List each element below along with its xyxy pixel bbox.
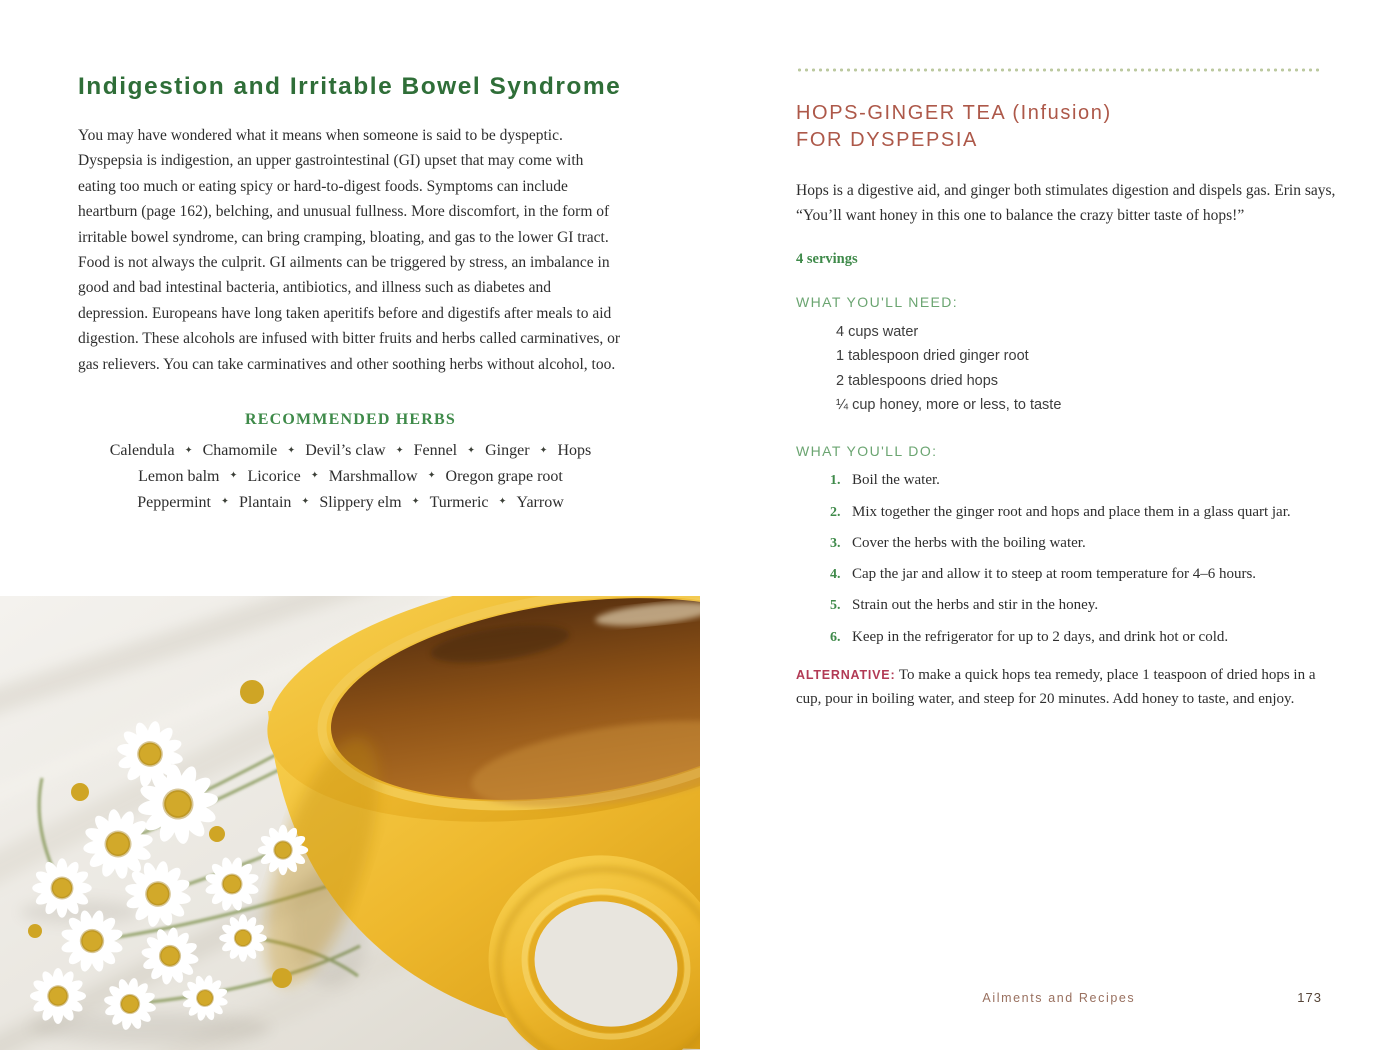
herb-name: Chamomile: [202, 442, 278, 459]
recipe-title: [796, 100, 1336, 154]
steps-list: [796, 469, 1336, 649]
dotted-divider: [796, 68, 1320, 72]
step-text: Keep in the refrigerator for up to 2 days, and drink hot or cold.: [852, 628, 1229, 645]
diamond-separator-icon: ✦: [395, 445, 404, 456]
recipe-title-line1: HOPS-GINGER TEA (Infusion): [796, 102, 1112, 124]
step-number: 4.: [830, 567, 841, 582]
ingredients-list: [796, 320, 1336, 417]
step-item: [830, 594, 1336, 617]
ingredient-item: 1 tablespoon dried ginger root: [836, 348, 1029, 365]
chamomile-tea-photo: [0, 596, 700, 1050]
diamond-separator-icon: ✦: [427, 471, 436, 482]
do-heading: WHAT YOU'LL DO:: [796, 443, 938, 460]
herb-name: Licorice: [247, 467, 301, 485]
herbs-list: [78, 438, 623, 516]
herb-name: Hops: [557, 442, 592, 459]
intro-paragraph: You may have wondered what it means when someone is said to be dyspeptic. Dyspepsia is indigestion, an upper gastrointestinal (GI) upset that may come with eating too much or eating spicy or hard-to-digest foods. Symptoms can include heartburn (page 162), belching, and unusual fullness. More discomfort, in the form of irritable bowel syndrome, can bring cramping, bloating, and gas to the lower GI tract. Food is not always the culprit. GI ailments can be triggered by stress, an imbalance in good and bad intestinal bacteria, antibiotics, and illness such as diabetes and depression. Europeans have long taken aperitifs before and digestifs after meals to aid digestion. These alcohols are infused with bitter fruits and herbs called carminatives, or gas relievers. You can take carminatives and other soothing herbs without alcohol, too.: [78, 126, 621, 373]
herb-name: Fennel: [413, 442, 458, 459]
page-title: Indigestion and Irritable Bowel Syndrome: [78, 73, 622, 100]
diamond-separator-icon: ✦: [539, 445, 548, 456]
herb-name: Plantain: [238, 493, 292, 511]
diamond-separator-icon: ✦: [221, 497, 229, 508]
recommended-herbs-block: [78, 411, 623, 516]
step-number: 5.: [830, 598, 841, 614]
need-heading: WHAT YOU'LL NEED:: [796, 293, 959, 310]
step-number: 6.: [830, 629, 841, 645]
step-number: 1.: [830, 473, 841, 489]
diamond-separator-icon: ✦: [467, 445, 476, 456]
step-text: Cover the herbs with the boiling water.: [852, 534, 1086, 551]
herb-name: Calendula: [109, 442, 175, 459]
herb-name: Turmeric: [429, 493, 489, 511]
step-text: Strain out the herbs and stir in the honey.: [852, 597, 1099, 614]
diamond-separator-icon: ✦: [229, 471, 238, 482]
ingredient-item: ¼ cup honey, more or less, to taste: [836, 396, 1062, 413]
herb-name: Ginger: [485, 442, 530, 459]
herbs-line: [78, 438, 623, 464]
page-footer: [982, 990, 1322, 1005]
alternative-label: ALTERNATIVE:: [796, 667, 896, 682]
step-text: Mix together the ginger root and hops and place them in a glass quart jar.: [852, 503, 1291, 520]
step-item: [830, 501, 1336, 524]
herb-name: Devil’s claw: [305, 442, 386, 459]
left-page: [78, 74, 623, 516]
footer-section-label: Ailments and Recipes: [982, 991, 1136, 1005]
herb-name: Slippery elm: [319, 493, 402, 511]
step-number: 3.: [830, 535, 841, 551]
herb-name: Lemon balm: [138, 467, 220, 485]
diamond-separator-icon: ✦: [184, 445, 193, 456]
servings-label: 4 servings: [796, 250, 858, 267]
step-text: Boil the water.: [852, 472, 940, 489]
alternative-paragraph: [796, 663, 1336, 712]
diamond-separator-icon: ✦: [287, 445, 296, 456]
diamond-separator-icon: ✦: [301, 497, 310, 508]
herb-name: Marshmallow: [328, 467, 418, 485]
herb-name: Oregon grape root: [445, 467, 563, 485]
herbs-line: [78, 490, 623, 516]
diamond-separator-icon: ✦: [310, 471, 319, 482]
recipe-title-line2: FOR DYSPEPSIA: [796, 129, 978, 151]
recommended-herbs-title: RECOMMENDED HERBS: [244, 411, 457, 428]
step-item: [830, 469, 1336, 492]
diamond-separator-icon: ✦: [498, 497, 507, 508]
ingredient-item: 2 tablespoons dried hops: [836, 372, 999, 389]
herbs-line: [78, 464, 623, 490]
ingredient-item: 4 cups water: [836, 323, 919, 340]
step-number: 2.: [830, 504, 841, 520]
herb-name: Yarrow: [516, 493, 564, 511]
recipe-intro: Hops is a digestive aid, and ginger both stimulates digestion and dispels gas. Erin says, “You’ll want honey in this one to balance the crazy bitter taste of hops!”: [796, 182, 1336, 225]
alternative-text: To make a quick hops tea remedy, place 1 teaspoon of dried hops in a cup, pour in boiling water, and steep for 20 minutes. Add honey to taste, and enjoy.: [796, 666, 1316, 708]
step-text: Cap the jar and allow it to steep at room temperature for 4–6 hours.: [852, 566, 1257, 582]
step-item: [830, 626, 1336, 649]
step-item: [830, 563, 1336, 586]
photo-illustration: [0, 596, 700, 1050]
page-number: 173: [1297, 990, 1322, 1005]
herb-name: Peppermint: [137, 493, 211, 511]
diamond-separator-icon: ✦: [411, 497, 420, 508]
right-page: [796, 68, 1336, 712]
step-item: [830, 532, 1336, 555]
